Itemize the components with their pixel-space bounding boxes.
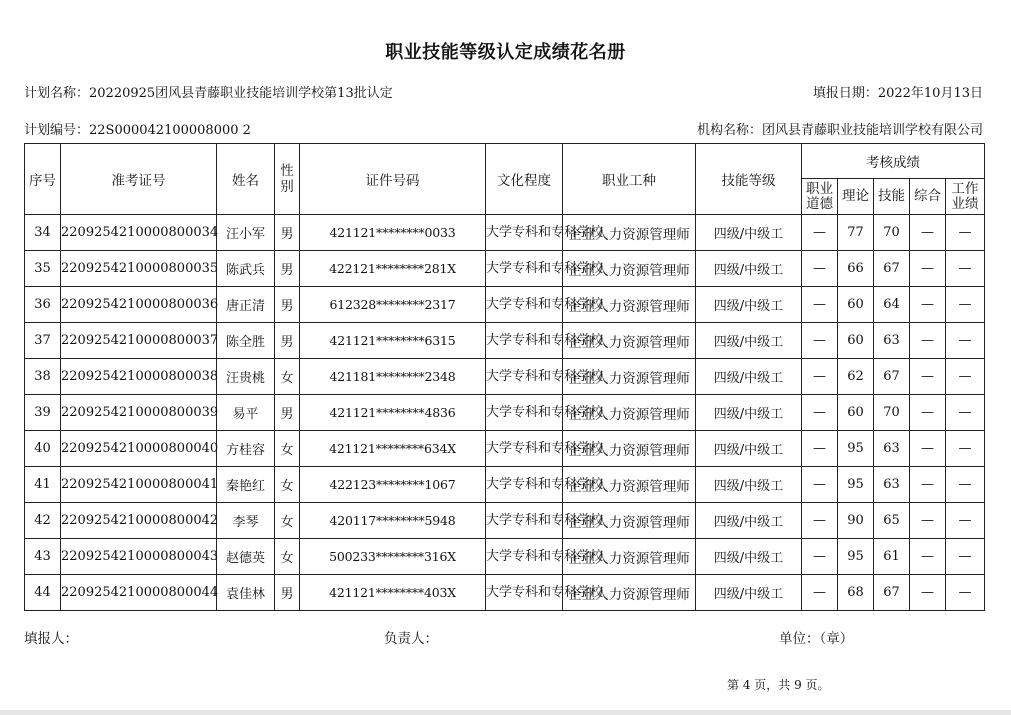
- cell-gender: 女: [275, 539, 300, 575]
- cell-exam-no: 2209254210000800040: [61, 431, 217, 467]
- page-info: 第 4 页，共 9 页。: [727, 678, 830, 692]
- cell-ethics: —: [802, 287, 838, 323]
- cell-education: 大学专科和专科学校: [486, 323, 563, 359]
- cell-education: 大学专科和专科学校: [486, 395, 563, 431]
- cell-seq: 35: [25, 251, 61, 287]
- cell-level: 四级/中级工: [696, 215, 802, 251]
- cell-overall: —: [910, 359, 946, 395]
- col-header-theory: 理论: [838, 179, 874, 215]
- cell-id-no: 421121********634X: [300, 431, 486, 467]
- col-header-level: 技能等级: [696, 144, 802, 215]
- responsible-label: 负责人：: [384, 631, 438, 647]
- plan-name: 计划名称：20220925团风县青藤职业技能培训学校第13批认定: [24, 86, 393, 101]
- cell-gender: 女: [275, 431, 300, 467]
- cell-education: 大学专科和专科学校: [486, 503, 563, 539]
- cell-level: 四级/中级工: [696, 575, 802, 611]
- cell-theory: 60: [838, 395, 874, 431]
- table-row: [25, 503, 985, 539]
- cell-theory: 62: [838, 359, 874, 395]
- cell-level: 四级/中级工: [696, 467, 802, 503]
- cell-name: 袁佳林: [217, 575, 275, 611]
- cell-education: 大学专科和专科学校: [486, 539, 563, 575]
- cell-level: 四级/中级工: [696, 323, 802, 359]
- cell-skill: 67: [874, 251, 910, 287]
- cell-education: 大学专科和专科学校: [486, 467, 563, 503]
- cell-seq: 42: [25, 503, 61, 539]
- cell-ethics: —: [802, 503, 838, 539]
- cell-id-no: 421121********6315: [300, 323, 486, 359]
- cell-job: 企业人力资源管理师: [563, 251, 696, 287]
- cell-level: 四级/中级工: [696, 251, 802, 287]
- cell-overall: —: [910, 539, 946, 575]
- cell-skill: 67: [874, 359, 910, 395]
- cell-level: 四级/中级工: [696, 539, 802, 575]
- cell-name: 唐正清: [217, 287, 275, 323]
- cell-overall: —: [910, 395, 946, 431]
- cell-seq: 40: [25, 431, 61, 467]
- cell-theory: 60: [838, 287, 874, 323]
- table-row: [25, 431, 985, 467]
- cell-theory: 68: [838, 575, 874, 611]
- col-header-gender: 性别: [275, 144, 300, 215]
- cell-name: 方桂容: [217, 431, 275, 467]
- cell-ethics: —: [802, 395, 838, 431]
- cell-work: —: [946, 431, 985, 467]
- fill-date: 填报日期：2022年10月13日: [812, 86, 983, 101]
- cell-skill: 61: [874, 539, 910, 575]
- cell-seq: 38: [25, 359, 61, 395]
- cell-job: 企业人力资源管理师: [563, 287, 696, 323]
- cell-name: 汪贵桃: [217, 359, 275, 395]
- cell-skill: 70: [874, 395, 910, 431]
- cell-ethics: —: [802, 431, 838, 467]
- cell-id-no: 500233********316X: [300, 539, 486, 575]
- cell-id-no: 421121********403X: [300, 575, 486, 611]
- cell-exam-no: 2209254210000800036: [61, 287, 217, 323]
- cell-job: 企业人力资源管理师: [563, 467, 696, 503]
- cell-seq: 37: [25, 323, 61, 359]
- cell-job: 企业人力资源管理师: [563, 431, 696, 467]
- cell-name: 秦艳红: [217, 467, 275, 503]
- cell-exam-no: 2209254210000800039: [61, 395, 217, 431]
- cell-work: —: [946, 575, 985, 611]
- cell-level: 四级/中级工: [696, 359, 802, 395]
- cell-gender: 男: [275, 575, 300, 611]
- cell-overall: —: [910, 575, 946, 611]
- cell-overall: —: [910, 251, 946, 287]
- col-header-job: 职业工种: [563, 144, 696, 215]
- cell-work: —: [946, 287, 985, 323]
- cell-exam-no: 2209254210000800034: [61, 215, 217, 251]
- cell-job: 企业人力资源管理师: [563, 323, 696, 359]
- cell-theory: 66: [838, 251, 874, 287]
- cell-skill: 65: [874, 503, 910, 539]
- cell-job: 企业人力资源管理师: [563, 395, 696, 431]
- cell-name: 李琴: [217, 503, 275, 539]
- cell-job: 企业人力资源管理师: [563, 575, 696, 611]
- cell-id-no: 422123********1067: [300, 467, 486, 503]
- table-row: [25, 251, 985, 287]
- cell-ethics: —: [802, 323, 838, 359]
- cell-education: 大学专科和专科学校: [486, 575, 563, 611]
- cell-job: 企业人力资源管理师: [563, 503, 696, 539]
- cell-work: —: [946, 467, 985, 503]
- cell-work: —: [946, 323, 985, 359]
- cell-ethics: —: [802, 251, 838, 287]
- cell-gender: 女: [275, 359, 300, 395]
- cell-id-no: 421121********4836: [300, 395, 486, 431]
- cell-exam-no: 2209254210000800041: [61, 467, 217, 503]
- organization-name: 机构名称：团风县青藤职业技能培训学校有限公司: [696, 123, 983, 138]
- cell-name: 陈武兵: [217, 251, 275, 287]
- score-roster-table: [24, 143, 985, 611]
- col-header-name: 姓名: [217, 144, 275, 215]
- cell-gender: 男: [275, 323, 300, 359]
- col-header-ethics: 职业道德: [802, 179, 838, 215]
- cell-overall: —: [910, 467, 946, 503]
- plan-number: 计划编号：22S000042100008000 2: [24, 123, 251, 138]
- cell-work: —: [946, 251, 985, 287]
- cell-seq: 34: [25, 215, 61, 251]
- col-header-seq: 序号: [25, 144, 61, 215]
- col-header-scores: 考核成绩: [802, 144, 985, 179]
- cell-exam-no: 2209254210000800038: [61, 359, 217, 395]
- cell-name: 陈全胜: [217, 323, 275, 359]
- cell-theory: 90: [838, 503, 874, 539]
- cell-level: 四级/中级工: [696, 431, 802, 467]
- cell-education: 大学专科和专科学校: [486, 359, 563, 395]
- table-row: [25, 215, 985, 251]
- cell-level: 四级/中级工: [696, 287, 802, 323]
- cell-theory: 95: [838, 539, 874, 575]
- cell-overall: —: [910, 215, 946, 251]
- cell-gender: 女: [275, 467, 300, 503]
- cell-name: 汪小军: [217, 215, 275, 251]
- cell-seq: 36: [25, 287, 61, 323]
- cell-gender: 男: [275, 215, 300, 251]
- cell-work: —: [946, 359, 985, 395]
- cell-exam-no: 2209254210000800044: [61, 575, 217, 611]
- cell-work: —: [946, 539, 985, 575]
- cell-ethics: —: [802, 215, 838, 251]
- table-row: [25, 539, 985, 575]
- unit-seal-label: 单位：（章）: [779, 631, 854, 647]
- table-row: [25, 323, 985, 359]
- cell-theory: 77: [838, 215, 874, 251]
- filler-label: 填报人：: [24, 631, 78, 647]
- cell-job: 企业人力资源管理师: [563, 215, 696, 251]
- table-row: [25, 287, 985, 323]
- cell-theory: 60: [838, 323, 874, 359]
- page-title: 职业技能等级认定成绩花名册: [385, 42, 626, 63]
- cell-work: —: [946, 215, 985, 251]
- cell-ethics: —: [802, 575, 838, 611]
- cell-id-no: 421121********0033: [300, 215, 486, 251]
- col-header-skill: 技能: [874, 179, 910, 215]
- col-header-education: 文化程度: [486, 144, 563, 215]
- cell-id-no: 612328********2317: [300, 287, 486, 323]
- page-bottom-edge: [0, 710, 1011, 715]
- cell-seq: 39: [25, 395, 61, 431]
- cell-exam-no: 2209254210000800037: [61, 323, 217, 359]
- cell-skill: 63: [874, 323, 910, 359]
- cell-overall: —: [910, 503, 946, 539]
- cell-gender: 男: [275, 287, 300, 323]
- col-header-id-no: 证件号码: [300, 144, 486, 215]
- cell-skill: 67: [874, 575, 910, 611]
- cell-overall: —: [910, 287, 946, 323]
- col-header-work: 工作业绩: [946, 179, 985, 215]
- cell-id-no: 422121********281X: [300, 251, 486, 287]
- cell-theory: 95: [838, 467, 874, 503]
- cell-overall: —: [910, 431, 946, 467]
- cell-name: 易平: [217, 395, 275, 431]
- cell-education: 大学专科和专科学校: [486, 287, 563, 323]
- cell-ethics: —: [802, 539, 838, 575]
- cell-name: 赵德英: [217, 539, 275, 575]
- cell-ethics: —: [802, 467, 838, 503]
- cell-exam-no: 2209254210000800043: [61, 539, 217, 575]
- cell-id-no: 421181********2348: [300, 359, 486, 395]
- cell-skill: 63: [874, 431, 910, 467]
- col-header-overall: 综合: [910, 179, 946, 215]
- cell-overall: —: [910, 323, 946, 359]
- table-row: [25, 359, 985, 395]
- cell-work: —: [946, 395, 985, 431]
- cell-seq: 44: [25, 575, 61, 611]
- cell-job: 企业人力资源管理师: [563, 539, 696, 575]
- cell-exam-no: 2209254210000800042: [61, 503, 217, 539]
- cell-education: 大学专科和专科学校: [486, 431, 563, 467]
- cell-skill: 70: [874, 215, 910, 251]
- cell-work: —: [946, 503, 985, 539]
- col-header-exam-no: 准考证号: [61, 144, 217, 215]
- cell-seq: 41: [25, 467, 61, 503]
- cell-exam-no: 2209254210000800035: [61, 251, 217, 287]
- cell-education: 大学专科和专科学校: [486, 251, 563, 287]
- cell-skill: 64: [874, 287, 910, 323]
- cell-gender: 男: [275, 395, 300, 431]
- cell-skill: 63: [874, 467, 910, 503]
- cell-level: 四级/中级工: [696, 503, 802, 539]
- cell-theory: 95: [838, 431, 874, 467]
- table-row: [25, 467, 985, 503]
- cell-gender: 男: [275, 251, 300, 287]
- cell-education: 大学专科和专科学校: [486, 215, 563, 251]
- cell-id-no: 420117********5948: [300, 503, 486, 539]
- cell-job: 企业人力资源管理师: [563, 359, 696, 395]
- cell-gender: 女: [275, 503, 300, 539]
- cell-ethics: —: [802, 359, 838, 395]
- table-row: [25, 575, 985, 611]
- cell-level: 四级/中级工: [696, 395, 802, 431]
- cell-seq: 43: [25, 539, 61, 575]
- table-row: [25, 395, 985, 431]
